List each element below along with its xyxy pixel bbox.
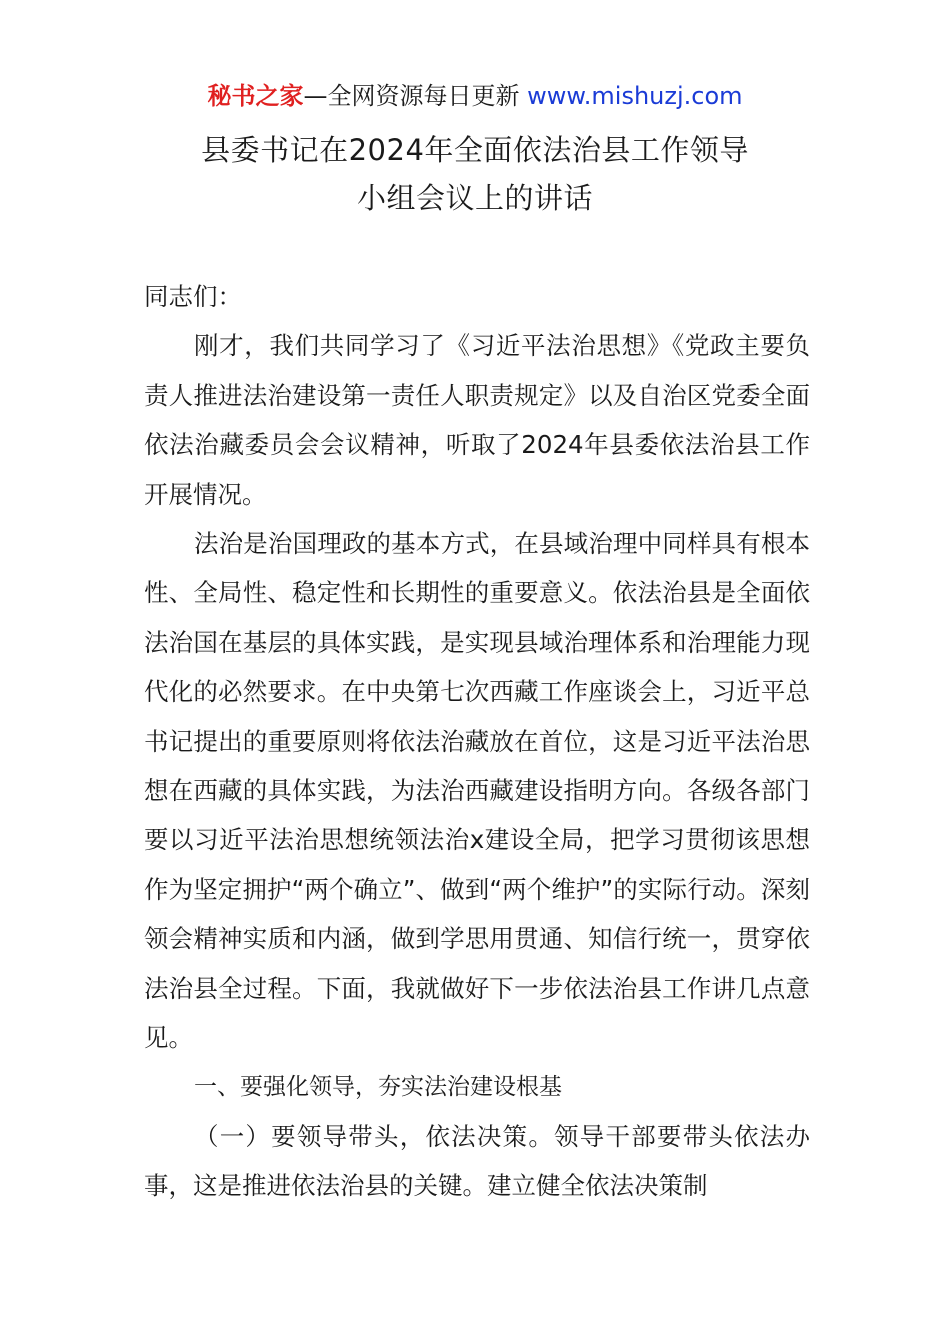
subsection-paragraph: （一）要领导带头，依法决策。领导干部要带头依法办事，这是推进依法治县的关键。建立健全依法决策制 [144,1121,810,1201]
title-line-1: 县委书记在2024年全面依法治县工作领导 [201,133,749,167]
title-line-2: 小组会议上的讲话 [356,181,593,215]
body-paragraph: 刚才，我们共同学习了《习近平法治思想》《党政主要负责人推进法治建设第一责任人职责规定》以及自治区党委全面依法治藏委员会会议精神，听取了2024年县委依法治县工作开展情况。 [144,331,810,509]
salutation: 同志们： [144,282,242,311]
document-title [0,126,950,222]
document-body [144,272,810,1211]
header-tagline: —全网资源每日更新 [303,82,520,110]
section-heading: 一、要强化领导，夯实法治建设根基 [194,1073,562,1100]
body-paragraph: 法治是治国理政的基本方式，在县域治理中同样具有根本性、全局性、稳定性和长期性的重要意义。依法治县是全面依法治国在基层的具体实践，是实现县域治理体系和治理能力现代化的必然要求。在中央第七次西藏工作座谈会上，习近平总书记提出的重要原则将依法治藏放在首位，这是习近平法治思想在西藏的具体实践，为法治西藏建设指明方向。各级各部门要以习近平法治思想统领法治x建设全局，把学习贯彻该思想作为坚定拥护“两个确立”、做到“两个维护”的实际行动。深刻领会精神实质和内涵，做到学思用贯通、知信行统一，贯穿依法治县全过程。下面，我就做好下一步依法治县工作讲几点意见。 [144,529,810,1053]
brand-name: 秘书之家 [207,82,304,110]
site-url-link[interactable]: www.mishuzj.com [527,82,743,110]
site-header [0,80,950,112]
